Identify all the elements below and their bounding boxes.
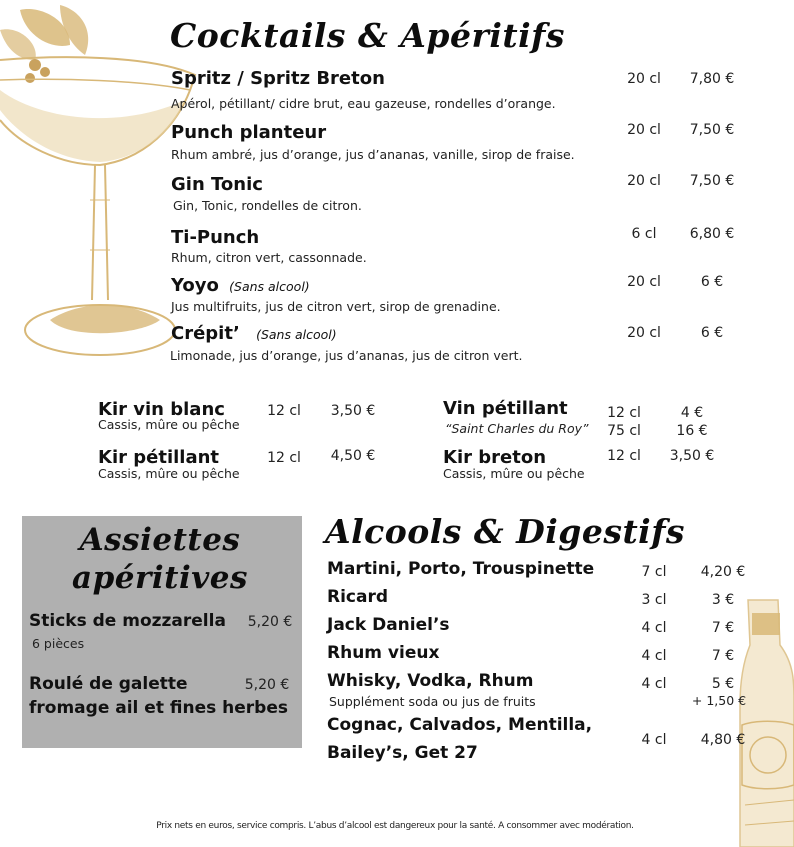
cocktail-price-gin-tonic: 7,50 € (689, 173, 735, 189)
alcool-volume-rhum-vieux: 4 cl (641, 648, 667, 664)
alcool-volume-whisky: 4 cl (641, 676, 667, 692)
vin-petillant-volume-2: 75 cl (607, 423, 641, 439)
kir-petillant-desc: Cassis, mûre ou pêche (98, 466, 240, 481)
alcool-supplement-price: + 1,50 € (691, 693, 747, 708)
cocktail-note-crepit: (Sans alcool) (256, 327, 337, 342)
alcools-title: Alcools & Digestifs (325, 512, 685, 551)
alcool-volume-cognac: 4 cl (641, 732, 667, 748)
cocktail-volume-punch: 20 cl (627, 122, 661, 138)
vin-petillant-name: Vin pétillant (443, 398, 568, 419)
alcool-price-martini: 4,20 € (700, 564, 746, 580)
cocktail-note-yoyo: (Sans alcool) (229, 279, 310, 294)
cocktail-price-yoyo: 6 € (700, 274, 724, 290)
alcool-name-jack-daniels: Jack Daniel’s (327, 615, 450, 635)
cocktail-desc-crepit: Limonade, jus d’orange, jus d’ananas, jus de citron vert. (170, 348, 523, 363)
alcool-price-whisky: 5 € (711, 676, 735, 692)
assiette-desc-mozzarella: 6 pièces (32, 636, 85, 651)
alcool-volume-jack-daniels: 4 cl (641, 620, 667, 636)
alcool-name-rhum-vieux: Rhum vieux (327, 643, 440, 663)
footer-disclaimer: Prix nets en euros, service compris. L’abus d’alcool est dangereux pour la santé. A consommer avec modération. (156, 821, 634, 831)
kir-petillant-volume: 12 cl (267, 450, 301, 466)
cocktail-price-crepit: 6 € (700, 325, 724, 341)
cocktail-price-spritz: 7,80 € (689, 71, 735, 87)
alcool-volume-ricard: 3 cl (641, 592, 667, 608)
vin-petillant-price-2: 16 € (676, 423, 708, 439)
cocktail-name-crepit-text: Crépit’ (171, 323, 240, 344)
kir-petillant-name: Kir pétillant (98, 447, 220, 468)
cocktail-volume-spritz: 20 cl (627, 71, 661, 87)
vin-petillant-desc: “Saint Charles du Roy” (445, 421, 589, 436)
assiettes-title-line2: apéritives (72, 560, 248, 596)
cocktail-name-crepit (171, 323, 337, 344)
cocktail-desc-yoyo: Jus multifruits, jus de citron vert, sirop de grenadine. (171, 299, 501, 314)
cocktail-price-punch: 7,50 € (689, 122, 735, 138)
assiettes-title-line1: Assiettes (79, 522, 241, 558)
vin-petillant-price-1: 4 € (680, 405, 704, 421)
kir-breton-price: 3,50 € (669, 448, 715, 464)
kir-breton-desc: Cassis, mûre ou pêche (443, 466, 585, 481)
kir-vin-blanc-price: 3,50 € (330, 403, 376, 419)
cocktails-title: Cocktails & Apéritifs (170, 16, 565, 55)
cocktail-volume-gin-tonic: 20 cl (627, 173, 661, 189)
alcool-volume-martini: 7 cl (641, 564, 667, 580)
cocktail-desc-ti-punch: Rhum, citron vert, cassonnade. (171, 250, 367, 265)
assiette-name-mozzarella: Sticks de mozzarella (29, 611, 226, 631)
alcool-price-jack-daniels: 7 € (711, 620, 735, 636)
kir-vin-blanc-volume: 12 cl (267, 403, 301, 419)
cocktail-volume-yoyo: 20 cl (627, 274, 661, 290)
alcool-supplement-whisky: Supplément soda ou jus de fruits (329, 694, 536, 709)
assiette-name-roule-line1: Roulé de galette (29, 674, 188, 694)
cocktail-name-gin-tonic: Gin Tonic (171, 174, 263, 195)
cocktail-name-ti-punch: Ti-Punch (171, 227, 260, 248)
kir-petillant-price: 4,50 € (330, 448, 376, 464)
alcool-name-whisky: Whisky, Vodka, Rhum (327, 671, 534, 691)
vin-petillant-volume-1: 12 cl (607, 405, 641, 421)
cocktail-name-spritz: Spritz / Spritz Breton (171, 68, 385, 89)
cocktail-name-punch: Punch planteur (171, 122, 327, 143)
alcool-name-cognac-line2: Bailey’s, Get 27 (327, 743, 478, 763)
assiette-name-roule-line2: fromage ail et fines herbes (29, 698, 288, 718)
cocktail-name-yoyo (171, 275, 310, 296)
cocktail-desc-spritz: Apérol, pétillant/ cidre brut, eau gazeuse, rondelles d’orange. (171, 96, 556, 111)
alcool-name-cognac-line1: Cognac, Calvados, Mentilla, (327, 715, 593, 735)
cocktail-volume-ti-punch: 6 cl (631, 226, 657, 242)
kir-breton-volume: 12 cl (607, 448, 641, 464)
alcool-price-cognac: 4,80 € (700, 732, 746, 748)
alcool-name-ricard: Ricard (327, 587, 389, 607)
cocktail-price-ti-punch: 6,80 € (689, 226, 735, 242)
cocktail-desc-punch: Rhum ambré, jus d’orange, jus d’ananas, vanille, sirop de fraise. (171, 147, 575, 162)
alcool-price-ricard: 3 € (711, 592, 735, 608)
kir-breton-name: Kir breton (443, 447, 547, 468)
cocktail-volume-crepit: 20 cl (627, 325, 661, 341)
alcool-price-rhum-vieux: 7 € (711, 648, 735, 664)
assiette-price-mozzarella: 5,20 € (247, 614, 293, 630)
cocktail-name-yoyo-text: Yoyo (171, 275, 219, 296)
kir-vin-blanc-name: Kir vin blanc (98, 399, 225, 420)
cocktail-desc-gin-tonic: Gin, Tonic, rondelles de citron. (173, 198, 362, 213)
assiette-price-roule: 5,20 € (244, 677, 290, 693)
kir-vin-blanc-desc: Cassis, mûre ou pêche (98, 417, 240, 432)
alcool-name-martini: Martini, Porto, Trouspinette (327, 559, 595, 579)
